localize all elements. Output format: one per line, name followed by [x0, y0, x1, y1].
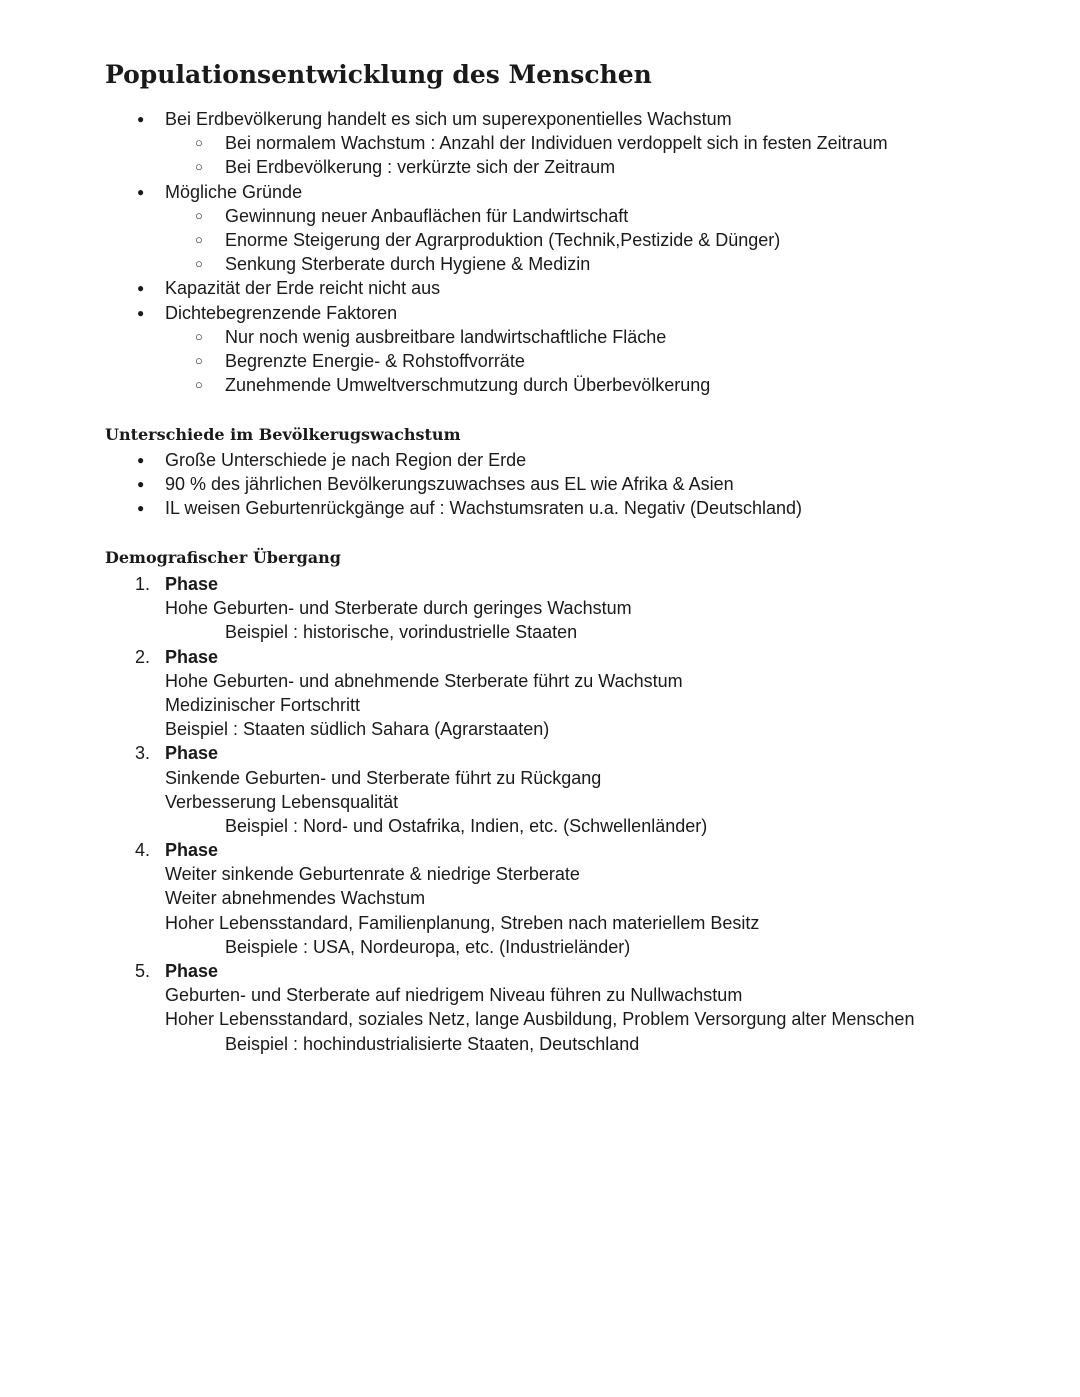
list-item: [0, 204, 1080, 228]
phase-heading: [0, 838, 1080, 862]
list-item-text: Kapazität der Erde reicht nicht aus: [165, 278, 441, 299]
circle-bullet-icon: ○: [195, 256, 203, 272]
phase-line-text: Beispiel : Staaten südlich Sahara (Agrarstaaten): [165, 719, 550, 740]
phase-line: [0, 1032, 1080, 1056]
list-item: [0, 349, 1080, 373]
phase-line-text: Hoher Lebensstandard, soziales Netz, lange Ausbildung, Problem Versorgung alter Menschen: [165, 1009, 915, 1030]
circle-bullet-icon: ○: [195, 135, 203, 151]
phase-line-text: Beispiele : USA, Nordeuropa, etc. (Industrieländer): [225, 936, 631, 957]
circle-bullet-icon: ○: [195, 328, 203, 344]
phase-label: Phase: [165, 574, 219, 594]
list-item: [0, 373, 1080, 397]
list-item: [0, 180, 1080, 204]
phase-line: [0, 862, 1080, 886]
phase-line-text: Medizinischer Fortschritt: [165, 694, 361, 715]
list-item-text: Nur noch wenig ausbreitbare landwirtschaftliche Fläche: [225, 326, 667, 347]
phase-line: [0, 886, 1080, 910]
phase-line: [0, 717, 1080, 741]
list-item-text: IL weisen Geburtenrückgänge auf : Wachstumsraten u.a. Negativ (Deutschland): [165, 498, 802, 519]
list-item-text: Zunehmende Umweltverschmutzung durch Überbevölkerung: [225, 375, 711, 396]
phase-line: [0, 935, 1080, 959]
phase-line-text: Beispiel : Nord- und Ostafrika, Indien, etc. (Schwellenländer): [225, 815, 708, 836]
phase-line: [0, 911, 1080, 935]
phase-line: [0, 620, 1080, 644]
phase-number: 1.: [135, 574, 151, 594]
phase-line: [0, 693, 1080, 717]
circle-bullet-icon: ○: [195, 377, 203, 393]
list-item-text: Begrenzte Energie- & Rohstoffvorräte: [225, 350, 525, 371]
list-item-text: 90 % des jährlichen Bevölkerungszuwachses aus EL wie Afrika & Asien: [165, 474, 734, 495]
phases-list: [0, 572, 1080, 1056]
list-item: [0, 448, 1080, 472]
phase-line-text: Hohe Geburten- und Sterberate durch geringes Wachstum: [165, 598, 632, 619]
phase-heading: [0, 959, 1080, 983]
list-item-text: Dichtebegrenzende Faktoren: [165, 302, 398, 323]
bullet-icon: ●: [137, 184, 145, 199]
phase-number: 3.: [135, 743, 151, 764]
list-item: [0, 496, 1080, 520]
phase-label: Phase: [165, 646, 219, 667]
circle-bullet-icon: ○: [195, 159, 203, 175]
phase-line: [0, 669, 1080, 693]
phase-label: Phase: [165, 840, 219, 861]
phase-number: 4.: [135, 840, 151, 861]
bullet-icon: ●: [137, 305, 145, 320]
phase-line: [0, 1007, 1080, 1031]
phase-line-text: Hoher Lebensstandard, Familienplanung, Streben nach materiellem Besitz: [165, 912, 760, 933]
list-item: [0, 252, 1080, 276]
circle-bullet-icon: ○: [195, 231, 203, 247]
circle-bullet-icon: ○: [195, 207, 203, 223]
phase-line: [0, 814, 1080, 838]
list-item-text: Bei normalem Wachstum : Anzahl der Individuen verdoppelt sich in festen Zeitraum: [225, 133, 888, 154]
phase-number: 5.: [135, 961, 151, 981]
phase-line-text: Geburten- und Sterberate auf niedrigem Niveau führen zu Nullwachstum: [165, 985, 743, 1006]
phase-line-text: Sinkende Geburten- und Sterberate führt zu Rückgang: [165, 767, 602, 788]
list-item-text: Bei Erdbevölkerung : verkürzte sich der Zeitraum: [225, 157, 616, 178]
phase-line-text: Hohe Geburten- und abnehmende Sterberate führt zu Wachstum: [165, 670, 683, 691]
list-item-text: Bei Erdbevölkerung handelt es sich um superexponentielles Wachstum: [165, 109, 732, 129]
list-item-text: Große Unterschiede je nach Region der Erde: [165, 450, 527, 470]
list-item: [0, 228, 1080, 252]
list-item: [0, 472, 1080, 496]
phase-heading: [0, 572, 1080, 596]
phase-line: [0, 766, 1080, 790]
phase-heading: [0, 741, 1080, 765]
phase-line: [0, 790, 1080, 814]
list-item-text: Gewinnung neuer Anbauflächen für Landwirtschaft: [225, 205, 629, 226]
list-item: [0, 155, 1080, 179]
phase-line-text: Beispiel : historische, vorindustrielle Staaten: [225, 622, 578, 643]
list-item: [0, 325, 1080, 349]
list-item: [0, 131, 1080, 155]
section-heading-demographic-transition: Demografischer Übergang: [105, 548, 341, 567]
growth-list: [0, 107, 1080, 397]
phase-line: [0, 596, 1080, 620]
phase-line: [0, 983, 1080, 1007]
list-item-text: Senkung Sterberate durch Hygiene & Medizin: [225, 254, 591, 275]
section-heading-differences: Unterschiede im Bevölkerugswachstum: [105, 425, 461, 444]
phase-line-text: Verbesserung Lebensqualität: [165, 791, 399, 812]
bullet-icon: ●: [137, 477, 145, 492]
list-item-text: Enorme Steigerung der Agrarproduktion (Technik,Pestizide & Dünger): [225, 229, 781, 250]
list-item-text: Mögliche Gründe: [165, 181, 303, 202]
circle-bullet-icon: ○: [195, 352, 203, 368]
list-item: [0, 107, 1080, 131]
page-title: Populationsentwicklung des Menschen: [105, 60, 652, 89]
phase-label: Phase: [165, 961, 219, 981]
list-item: [0, 301, 1080, 325]
bullet-icon: ●: [137, 281, 145, 296]
bullet-icon: ●: [137, 501, 145, 516]
phase-label: Phase: [165, 743, 219, 764]
differences-list: [0, 448, 1080, 521]
phase-line-text: Weiter abnehmendes Wachstum: [165, 888, 426, 909]
list-item: [0, 276, 1080, 300]
phase-number: 2.: [135, 646, 151, 667]
phase-line-text: Weiter sinkende Geburtenrate & niedrige Sterberate: [165, 864, 580, 885]
bullet-icon: ●: [137, 453, 145, 467]
bullet-icon: ●: [137, 112, 145, 126]
phase-heading: [0, 645, 1080, 669]
phase-line-text: Beispiel : hochindustrialisierte Staaten, Deutschland: [225, 1033, 640, 1054]
